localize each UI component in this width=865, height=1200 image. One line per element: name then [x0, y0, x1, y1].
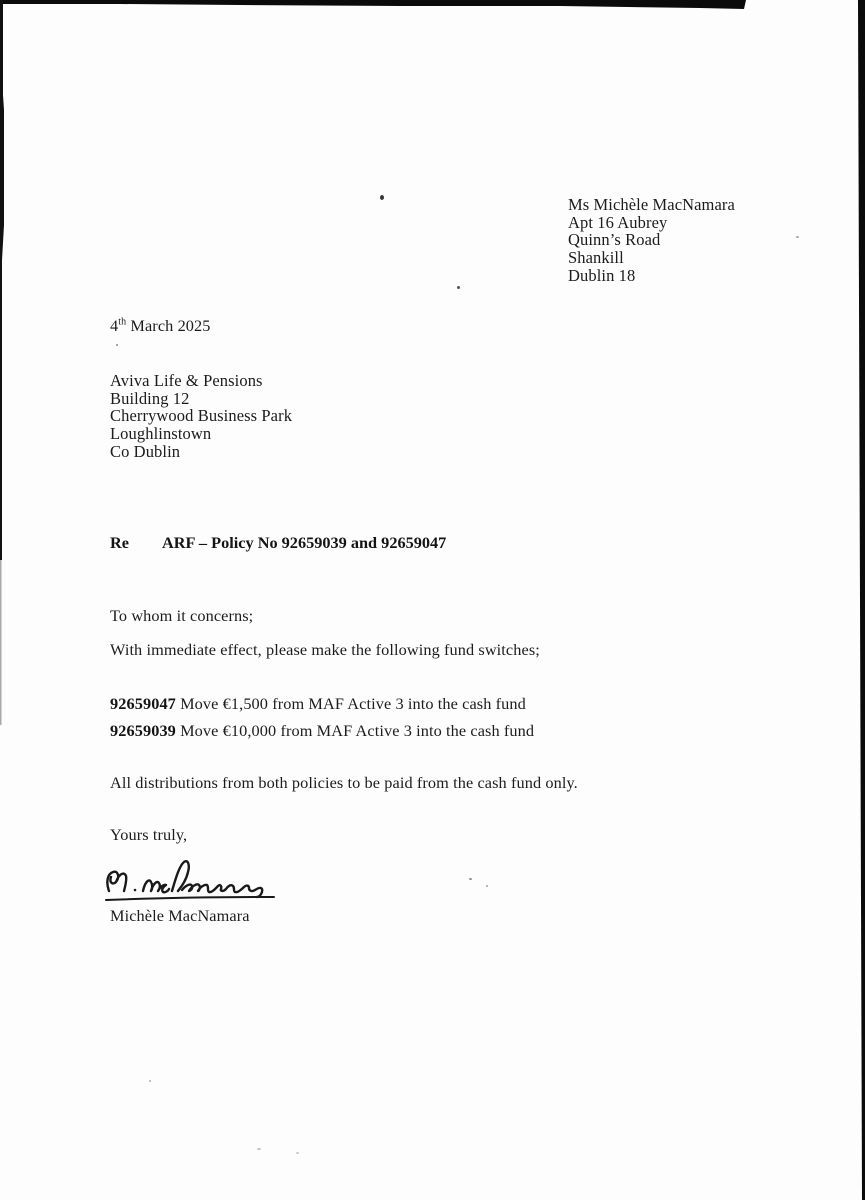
sender-address-line: Quinn’s Road	[568, 230, 661, 250]
signature-dot	[134, 889, 137, 892]
sender-address-block	[568, 196, 735, 285]
subject-label: Re	[110, 533, 129, 552]
policy-number: 92659039	[110, 721, 176, 740]
recipient-address-line: Loughlinstown	[110, 424, 212, 444]
date-rest: March 2025	[126, 316, 211, 335]
signature-stroke	[182, 884, 262, 897]
signature-stroke	[107, 872, 126, 891]
scan-speck	[469, 878, 472, 880]
sender-address-line: Ms Michèle MacNamara	[568, 195, 735, 214]
handwritten-signature	[102, 857, 282, 907]
recipient-address-line: Co Dublin	[110, 441, 181, 461]
subject-text: ARF – Policy No 92659039 and 92659047	[161, 533, 447, 552]
scan-artifact-right-edge	[858, 0, 865, 1200]
scan-speck	[796, 236, 799, 238]
distribution-note: All distributions from both policies to be paid from the cash fund only.	[110, 773, 578, 792]
scan-artifact-left-edge	[0, 0, 4, 560]
signature-stroke	[143, 880, 169, 892]
date-ordinal: th	[118, 316, 127, 328]
closing-line: Yours truly,	[110, 825, 188, 844]
date-day: 4	[110, 316, 119, 335]
recipient-address-block	[110, 372, 292, 461]
scan-speck	[257, 1148, 261, 1150]
intro-paragraph: With immediate effect, please make the following fund switches;	[110, 640, 540, 659]
scan-speck	[457, 286, 460, 289]
date-line	[110, 317, 211, 335]
signature-underline	[106, 897, 274, 900]
scan-artifact-left-edge-faint	[0, 560, 2, 725]
fund-switch-line	[110, 722, 534, 740]
scan-speck	[116, 344, 118, 346]
sender-address-line: Apt 16 Aubrey	[568, 212, 668, 232]
scan-artifact-top-edge	[0, 0, 746, 9]
recipient-address-line: Cherrywood Business Park	[110, 406, 293, 426]
instruction-text: Move €10,000 from MAF Active 3 into the cash fund	[175, 721, 535, 740]
typed-name: Michèle MacNamara	[110, 906, 250, 925]
instruction-text: Move €1,500 from MAF Active 3 into the cash fund	[175, 694, 526, 713]
scan-speck	[486, 885, 488, 887]
sender-address-line: Shankill	[568, 248, 624, 268]
recipient-address-line: Aviva Life & Pensions	[110, 371, 263, 390]
fund-switch-line	[110, 695, 526, 713]
scan-speck	[296, 1152, 299, 1154]
scan-speck	[380, 195, 384, 200]
recipient-address-line: Building 12	[110, 388, 190, 408]
scan-speck	[149, 1080, 151, 1082]
policy-number: 92659047	[110, 694, 176, 713]
sender-address-line: Dublin 18	[568, 265, 636, 285]
subject-line	[110, 533, 446, 553]
salutation: To whom it concerns;	[110, 606, 254, 625]
